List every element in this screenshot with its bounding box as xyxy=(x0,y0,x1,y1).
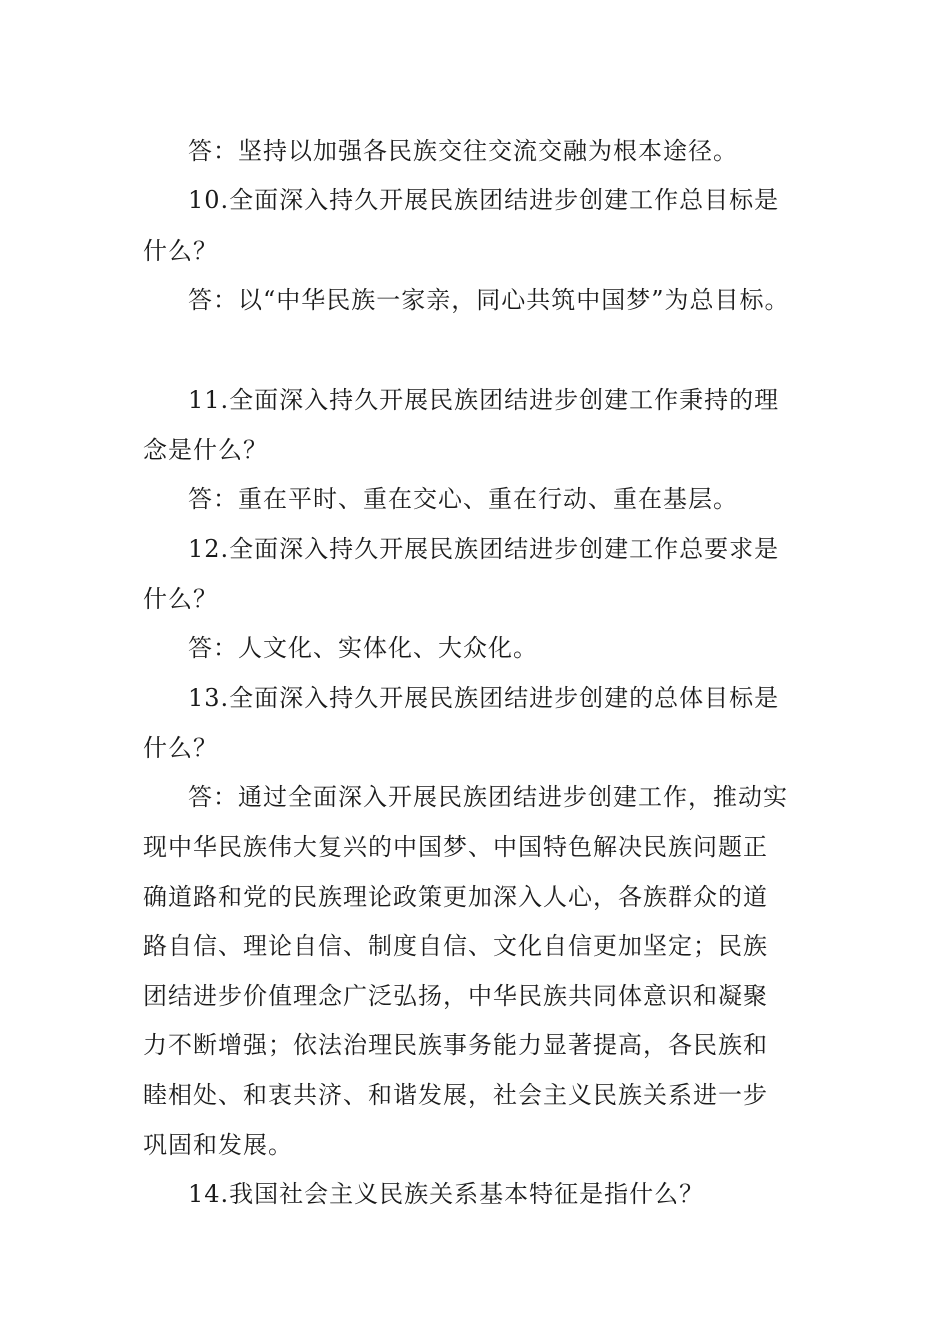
answer-9: 答：坚持以加强各民族交往交流交融为根本途径。 xyxy=(188,137,738,165)
question-10-line-2: 什么？ xyxy=(143,237,218,265)
question-14: 14.我国社会主义民族关系基本特征是指什么？ xyxy=(188,1180,705,1208)
answer-13-line-6: 力不断增强；依法治理民族事务能力显著提高，各民族和 xyxy=(143,1031,768,1059)
question-12-line-1: 12.全面深入持久开展民族团结进步创建工作总要求是 xyxy=(188,535,780,563)
question-13-line-1: 13.全面深入持久开展民族团结进步创建的总体目标是 xyxy=(188,684,780,712)
question-12-line-2: 什么？ xyxy=(143,585,218,613)
question-10-line-1: 10.全面深入持久开展民族团结进步创建工作总目标是 xyxy=(188,186,780,214)
answer-13-line-7: 睦相处、和衷共济、和谐发展，社会主义民族关系进一步 xyxy=(143,1081,768,1109)
question-13-line-2: 什么？ xyxy=(143,734,218,762)
answer-11: 答：重在平时、重在交心、重在行动、重在基层。 xyxy=(188,485,738,513)
answer-13-line-3: 确道路和党的民族理论政策更加深入人心，各族群众的道 xyxy=(143,883,768,911)
answer-13-line-1: 答：通过全面深入开展民族团结进步创建工作，推动实 xyxy=(188,783,788,811)
answer-12: 答：人文化、实体化、大众化。 xyxy=(188,634,538,662)
question-11-line-2: 念是什么？ xyxy=(143,436,268,464)
answer-13-line-5: 团结进步价值理念广泛弘扬，中华民族共同体意识和凝聚 xyxy=(143,982,768,1010)
answer-13-line-8: 巩固和发展。 xyxy=(143,1131,293,1159)
answer-13-line-4: 路自信、理论自信、制度自信、文化自信更加坚定；民族 xyxy=(143,932,768,960)
answer-10: 答：以“中华民族一家亲，同心共筑中国梦”为总目标。 xyxy=(188,286,790,314)
question-11-line-1: 11.全面深入持久开展民族团结进步创建工作秉持的理 xyxy=(188,386,780,414)
answer-13-line-2: 现中华民族伟大复兴的中国梦、中国特色解决民族问题正 xyxy=(143,833,768,861)
